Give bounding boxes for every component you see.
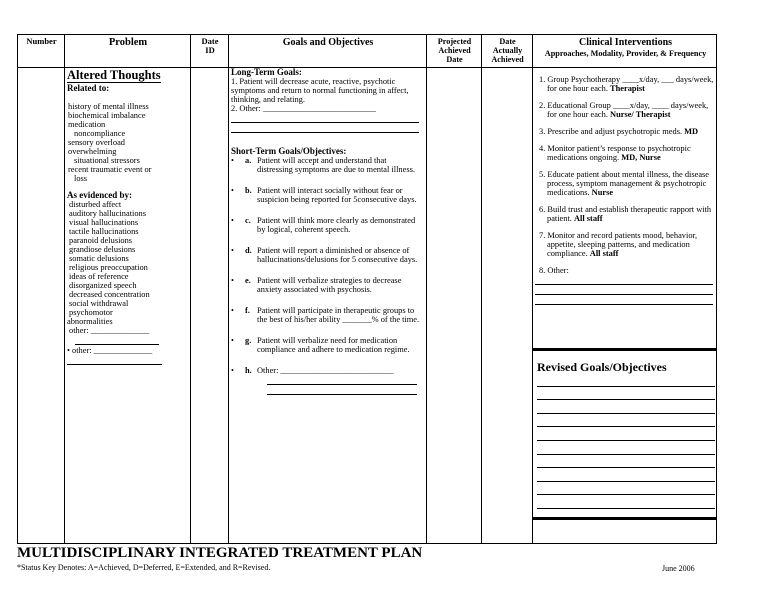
revised-lines <box>537 373 715 509</box>
evidenced-label: As evidenced by: <box>67 190 132 200</box>
goals-cell <box>231 67 424 543</box>
bullet-icon: • <box>231 156 234 165</box>
related-item: recent traumatic event or <box>68 165 152 174</box>
bullet-icon: • <box>231 276 234 285</box>
bullet-icon: • <box>231 306 234 315</box>
bullet-icon: • <box>231 336 234 345</box>
related-item: history of mental illness <box>68 102 149 111</box>
header-goals: Goals and Objectives <box>282 37 374 48</box>
intervention-item <box>535 144 715 162</box>
intervention-item <box>535 205 715 223</box>
header-date-id: Date ID <box>201 36 219 55</box>
revised-blank-line <box>537 467 715 468</box>
evidenced-item: visual hallucinations <box>69 218 139 227</box>
header-projected: Projected Achieved Date <box>437 37 472 64</box>
goals-blank-line <box>231 122 419 123</box>
intervention-text: 1. Group Psychotherapy ____x/day, ___ days/week, for one hour each. <box>539 75 714 93</box>
revised-blank-line <box>537 386 715 387</box>
goal-text: Patient will think more clearly as demonstrated by logical, coherent speech. <box>257 216 416 234</box>
goal-text: Patient will participate in therapeutic groups to the best of his/her ability _______% of the time. <box>257 306 420 324</box>
intervention-provider: Nurse <box>591 188 614 197</box>
short-term-goal <box>231 306 424 324</box>
header-problem: Problem <box>108 37 148 48</box>
related-item: sensory overload <box>68 138 125 147</box>
intervention-item <box>535 231 715 258</box>
intervention-item <box>535 75 715 93</box>
related-item: biochemical imbalance <box>68 111 146 120</box>
problem-cell <box>67 67 189 543</box>
evidenced-item: auditory hallucinations <box>69 209 146 218</box>
intervention-text: 7. Monitor and record patients mood, behavior, appetite, sleeping patterns, and medication compliance. <box>539 231 698 258</box>
evidenced-list <box>67 200 189 326</box>
intervention-item <box>535 170 715 197</box>
header-clinical-sub: Approaches, Modality, Provider, & Frequency <box>544 49 707 58</box>
related-item: overwhelming <box>68 147 117 156</box>
col-date-id <box>191 35 229 543</box>
short-term-goal <box>231 186 424 204</box>
short-term-title: Short-Term Goals/Objectives: <box>231 146 347 156</box>
intervention-item <box>535 266 715 275</box>
related-list <box>67 102 189 183</box>
goals-blank-line <box>231 132 419 133</box>
intervention-provider: All staff <box>589 249 619 258</box>
goal-letter: c. <box>245 216 251 225</box>
bullet-icon: • <box>231 246 234 255</box>
short-term-goal <box>231 276 424 294</box>
intervention-text: 8. Other: <box>539 266 569 275</box>
goal-letter: f. <box>245 306 250 315</box>
related-item: medication <box>68 120 106 129</box>
plan-title: MULTIDISCIPLINARY INTEGRATED TREATMENT PLAN <box>17 545 423 561</box>
evidenced-item: abnormalities <box>67 317 113 326</box>
intervention-provider: All staff <box>573 214 603 223</box>
evidenced-item: decreased concentration <box>69 290 150 299</box>
col-actual <box>482 35 533 543</box>
intervention-provider: Nurse/ Therapist <box>610 110 671 119</box>
related-label: Related to: <box>67 83 110 93</box>
treatment-plan-table <box>17 34 717 544</box>
goal-text: Patient will verbalize strategies to decrease anxiety associated with psychosis. <box>257 276 402 294</box>
intervention-text: 2. Educational Group ____x/day, ____ days/week, for one hour each. <box>539 101 709 119</box>
short-term-goal <box>231 156 424 174</box>
intervention-text: 3. Prescribe and adjust psychotropic meds. <box>539 127 685 136</box>
goal-letter: d. <box>245 246 252 255</box>
intervention-text: 4. Monitor patient’s response to psychotropic medications ongoing. <box>539 144 691 162</box>
goal-letter: a. <box>245 156 252 165</box>
revised-blank-line <box>537 440 715 441</box>
problem-other-line-2 <box>67 364 162 365</box>
revised-title: Revised Goals/Objectives <box>537 360 667 374</box>
revised-blank-line <box>537 494 715 495</box>
problem-title: Altered Thoughts <box>67 68 161 82</box>
evidenced-item: disorganized speech <box>69 281 137 290</box>
evidenced-item: psychomotor <box>69 308 113 317</box>
problem-other-line <box>75 344 159 345</box>
bullet-icon: • <box>231 186 234 195</box>
problem-other-1: other: ______________ <box>69 326 150 335</box>
bullet-icon: • <box>231 216 234 225</box>
evidenced-item: somatic delusions <box>69 254 129 263</box>
short-term-goal <box>231 246 424 264</box>
goal-letter: h. <box>245 366 252 375</box>
interventions-blank-line <box>535 284 713 285</box>
problem-other-2: • other: ______________ <box>67 346 153 355</box>
goal-letter: e. <box>245 276 251 285</box>
goal-text: Other: ___________________________ <box>257 366 394 375</box>
goal-letter: b. <box>245 186 252 195</box>
evidenced-item: paranoid delusions <box>69 236 133 245</box>
short-term-goal <box>231 216 424 234</box>
col-number <box>18 35 65 543</box>
goals-blank-line <box>267 384 417 385</box>
revised-blank-line <box>537 508 715 509</box>
intervention-text: 6. Build trust and establish therapeutic rapport with patient. <box>539 205 712 223</box>
related-item: loss <box>74 174 88 183</box>
intervention-provider: Therapist <box>610 84 645 93</box>
goal-text: Patient will verbalize need for medication compliance and adhere to medication regime. <box>257 336 410 354</box>
revision-date: June 2006 <box>662 564 695 573</box>
intervention-text: 5. Educate patient about mental illness, the disease process, symptom management & psychotropic medications. <box>539 170 710 197</box>
evidenced-item: social withdrawal <box>69 299 129 308</box>
revised-blank-line <box>537 454 715 455</box>
interventions-blank-line <box>535 294 713 295</box>
evidenced-item: religious preoccupation <box>69 263 148 272</box>
related-item: noncompliance <box>74 129 126 138</box>
header-number: Number <box>26 36 57 46</box>
intervention-item <box>535 101 715 119</box>
revised-divider <box>533 348 716 351</box>
intervention-list <box>535 75 715 275</box>
evidenced-item: grandiose delusions <box>69 245 136 254</box>
related-item: situational stressors <box>74 156 140 165</box>
revised-bottom-divider <box>533 517 716 520</box>
header-clinical-title: Clinical Interventions <box>578 37 673 48</box>
status-key: *Status Key Denotes: A=Achieved, D=Deferred, E=Extended, and R=Revised. <box>17 563 271 572</box>
goal-text: Patient will interact socially without fear or suspicion being reported for 5consecutive days. <box>257 186 417 204</box>
intervention-provider: MD <box>684 127 699 136</box>
header-actual: Date Actually Achieved <box>491 37 524 64</box>
goals-blank-line <box>267 394 417 395</box>
goal-text: Patient will accept and understand that distressing symptoms are due to mental illness. <box>257 156 415 174</box>
interventions-blank-line <box>535 304 713 305</box>
intervention-provider: MD, Nurse <box>621 153 661 162</box>
revised-blank-line <box>537 426 715 427</box>
short-term-list <box>231 156 424 375</box>
revised-blank-line <box>537 399 715 400</box>
long-term-goal-2: 2. Other: ___________________________ <box>231 104 376 113</box>
short-term-goal <box>231 366 424 375</box>
long-term-title: Long-Term Goals: <box>231 67 302 77</box>
goal-letter: g. <box>245 336 252 345</box>
col-projected <box>427 35 482 543</box>
evidenced-item: ideas of reference <box>69 272 129 281</box>
revised-blank-line <box>537 413 715 414</box>
intervention-item <box>535 127 715 136</box>
short-term-goal <box>231 336 424 354</box>
revised-blank-line <box>537 481 715 482</box>
bullet-icon: • <box>231 366 234 375</box>
evidenced-item: disturbed affect <box>69 200 122 209</box>
goal-text: Patient will report a diminished or absence of hallucinations/delusions for 5 consecutive days. <box>257 246 418 264</box>
long-term-goal-1: 1. Patient will decrease acute, reactive, psychotic symptoms and return to normal functioning in affect, thinking, and relating. <box>231 77 409 104</box>
evidenced-item: tactile hallucinations <box>69 227 139 236</box>
